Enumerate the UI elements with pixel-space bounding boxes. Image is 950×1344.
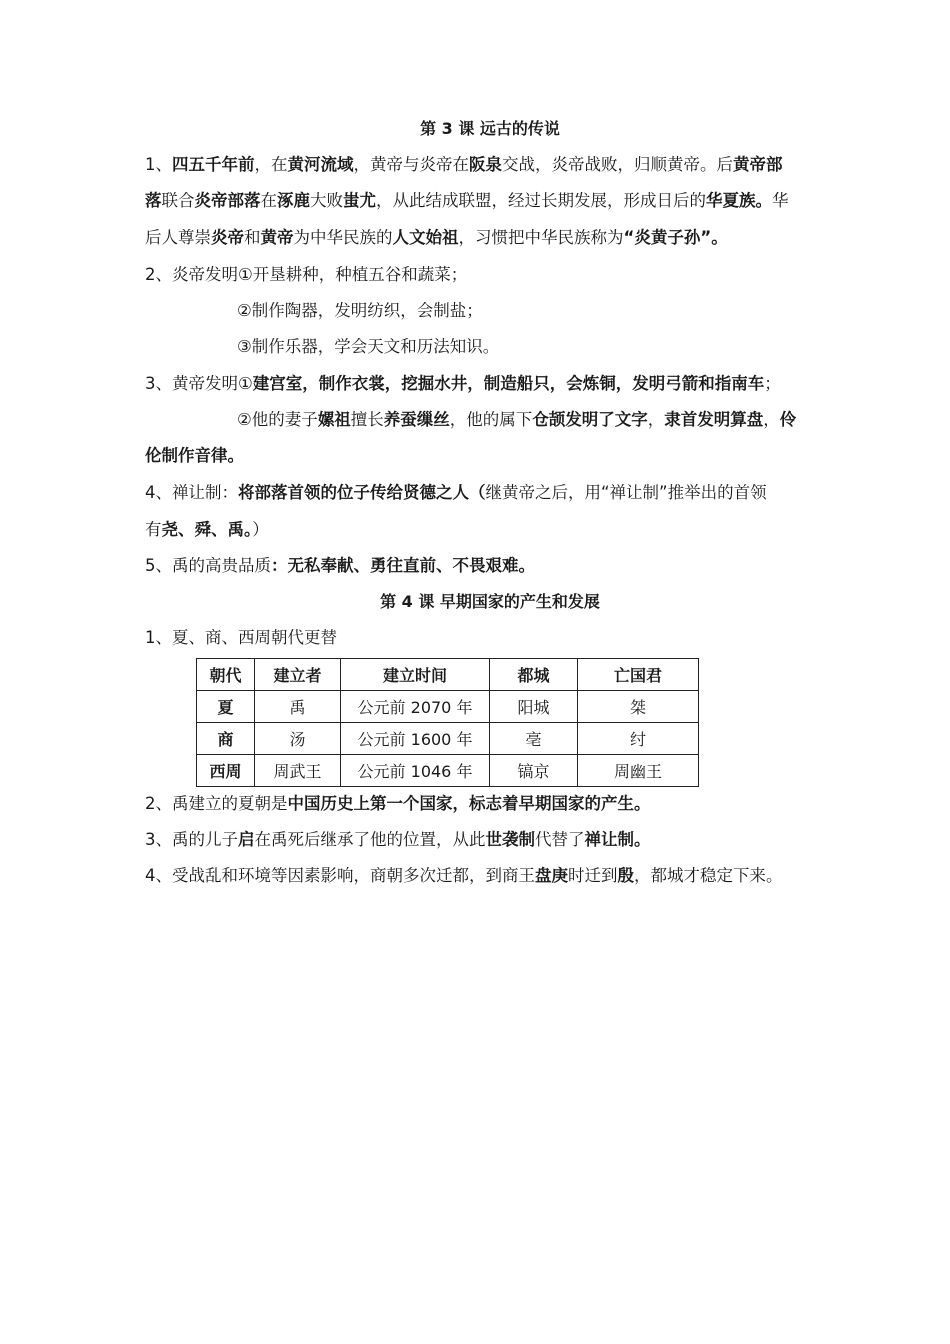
bold-text-run: 黄帝 — [260, 228, 294, 247]
lesson3-para1-line3 — [145, 227, 825, 249]
lesson3-para3-line3 — [145, 445, 825, 467]
bold-text-run: “炎黄子孙”。 — [623, 228, 728, 247]
cell-founding-time: 公元前 2070 年 — [341, 691, 490, 723]
lesson3-para3-line1 — [145, 373, 825, 395]
text-run: 3、黄帝发明① — [145, 374, 253, 393]
cell-dynasty: 商 — [197, 723, 255, 755]
lesson3-para4-line1 — [145, 482, 825, 504]
text-run: 时迁到 — [568, 866, 618, 885]
bold-text-run: 华夏族。 — [706, 191, 772, 210]
text-run: ， — [647, 410, 665, 429]
lesson4-title: 第 4 课 早期国家的产生和发展 — [380, 592, 600, 611]
text-run: ） — [252, 520, 269, 539]
text-run: 和 — [244, 228, 261, 247]
text-run: ，黄帝与炎帝在 — [353, 155, 469, 174]
text-run: 在 — [260, 191, 277, 210]
text-run: ； — [764, 374, 781, 393]
header-capital: 都城 — [490, 659, 578, 691]
text-run: 大败 — [310, 191, 343, 210]
bold-text-run: 黄帝部 — [733, 155, 783, 174]
text-run: ，在 — [254, 155, 288, 174]
text-run: ，他的属下 — [449, 410, 533, 429]
header-dynasty: 朝代 — [197, 659, 255, 691]
lesson4-intro-line — [145, 627, 825, 649]
bold-text-run: 嫘祖 — [317, 410, 351, 429]
bold-text-run: 四五千年前 — [172, 155, 255, 174]
cell-capital: 亳 — [490, 723, 578, 755]
cell-founder: 周武王 — [255, 755, 341, 787]
text-run: 有 — [145, 520, 162, 539]
text-run: 4、受战乱和环境等因素影响，商朝多次迁都，到商王 — [145, 866, 535, 885]
header-last-ruler: 亡国君 — [578, 659, 699, 691]
text-run: 4、禅让制： — [145, 483, 238, 502]
text-run: 5、禹的高贵品质 — [145, 556, 271, 575]
header-founding-time: 建立时间 — [341, 659, 490, 691]
dynasty-table — [196, 658, 699, 787]
lesson3-para2-line1 — [145, 264, 825, 286]
lesson3-para1-line2 — [145, 190, 825, 212]
text-run: 继黄帝之后，用“禅让制”推举出的首领 — [485, 483, 767, 502]
text-run: 交战，炎帝战败，归顺黄帝。后 — [502, 155, 733, 174]
lesson3-para2-line3 — [237, 336, 827, 358]
cell-founder: 汤 — [255, 723, 341, 755]
cell-capital: 阳城 — [490, 691, 578, 723]
text-run: 1、夏、商、西周朝代更替 — [145, 628, 337, 647]
bold-text-run: 伦制作音律。 — [145, 446, 244, 465]
text-run: 联合 — [161, 191, 195, 210]
bold-text-run: 人文始祖 — [392, 228, 459, 247]
lesson3-para2-line2 — [237, 300, 827, 322]
bold-text-run: 阪泉 — [469, 155, 502, 174]
text-run: 后人尊崇 — [145, 228, 211, 247]
text-run: 3、禹的儿子 — [145, 830, 238, 849]
cell-dynasty: 夏 — [197, 691, 255, 723]
cell-founder: 禹 — [255, 691, 341, 723]
lesson3-para4-line2 — [145, 519, 825, 541]
bold-text-run: 将部落首领的位子传给贤德之人（ — [238, 483, 486, 502]
text-run: 2、炎帝发明①开垦耕种，种植五谷和蔬菜； — [145, 265, 468, 284]
bold-text-run: 炎帝部落 — [194, 191, 261, 210]
bold-text-run: 仓颉发明了文字 — [532, 410, 648, 429]
bold-text-run: 盘庚 — [535, 866, 568, 885]
text-run: 2、禹建立的夏朝是 — [145, 794, 288, 813]
table-header-row — [197, 659, 699, 691]
cell-last-ruler: 纣 — [578, 723, 699, 755]
cell-founding-time: 公元前 1600 年 — [341, 723, 490, 755]
text-run: 为中华民族的 — [293, 228, 393, 247]
text-run: 在禹死后继承了他的位置，从此 — [254, 830, 486, 849]
bold-text-run: 禅让制。 — [584, 830, 651, 849]
bold-text-run: ：无私奉献、勇往直前、不畏艰难。 — [271, 556, 535, 575]
lesson4-para3-line — [145, 829, 825, 851]
text-run: ②制作陶器，发明纺织，会制盐； — [237, 301, 483, 320]
cell-capital: 镐京 — [490, 755, 578, 787]
text-run: ， — [763, 410, 780, 429]
bold-text-run: 涿鹿 — [277, 191, 310, 210]
table-row — [197, 691, 699, 723]
text-run: 1、 — [145, 155, 172, 174]
text-run: ③制作乐器，学会天文和历法知识。 — [237, 337, 500, 356]
lesson4-para4-line — [145, 865, 825, 887]
text-run: 代替了 — [535, 830, 585, 849]
bold-text-run: 建宫室，制作衣裳，挖掘水井，制造船只，会炼铜，发明弓箭和指南车 — [252, 374, 765, 393]
header-founder: 建立者 — [255, 659, 341, 691]
table-row — [197, 723, 699, 755]
cell-dynasty: 西周 — [197, 755, 255, 787]
text-run: ，都城才稳定下来。 — [634, 866, 783, 885]
bold-text-run: 养蚕缫丝 — [383, 410, 450, 429]
bold-text-run: 炎帝 — [211, 228, 244, 247]
bold-text-run: 世袭制 — [485, 830, 535, 849]
lesson3-para5-line1 — [145, 555, 825, 577]
table-row — [197, 755, 699, 787]
lesson3-para3-line2 — [237, 409, 827, 431]
text-run: ，习惯把中华民族称为 — [458, 228, 624, 247]
bold-text-run: 隶首发明算盘 — [664, 410, 764, 429]
bold-text-run: 中国历史上第一个国家，标志着早期国家的产生。 — [287, 794, 651, 813]
lesson4-para2-line — [145, 793, 825, 815]
bold-text-run: 殷 — [617, 866, 634, 885]
cell-last-ruler: 周幽王 — [578, 755, 699, 787]
text-run: ，从此结成联盟，经过长期发展，形成日后的 — [376, 191, 706, 210]
cell-last-ruler: 桀 — [578, 691, 699, 723]
text-run: 华 — [772, 191, 789, 210]
cell-founding-time: 公元前 1046 年 — [341, 755, 490, 787]
bold-text-run: 黄河流域 — [287, 155, 354, 174]
bold-text-run: 启 — [238, 830, 255, 849]
text-run: 擅长 — [350, 410, 384, 429]
bold-text-run: 落 — [145, 191, 162, 210]
bold-text-run: 蚩尤 — [343, 191, 376, 210]
bold-text-run: 尧、舜、禹。 — [161, 520, 253, 539]
bold-text-run: 伶 — [779, 410, 797, 429]
lesson3-para1-line1 — [145, 154, 825, 176]
lesson3-title: 第 3 课 远古的传说 — [420, 119, 560, 138]
text-run: ②他的妻子 — [237, 410, 318, 429]
